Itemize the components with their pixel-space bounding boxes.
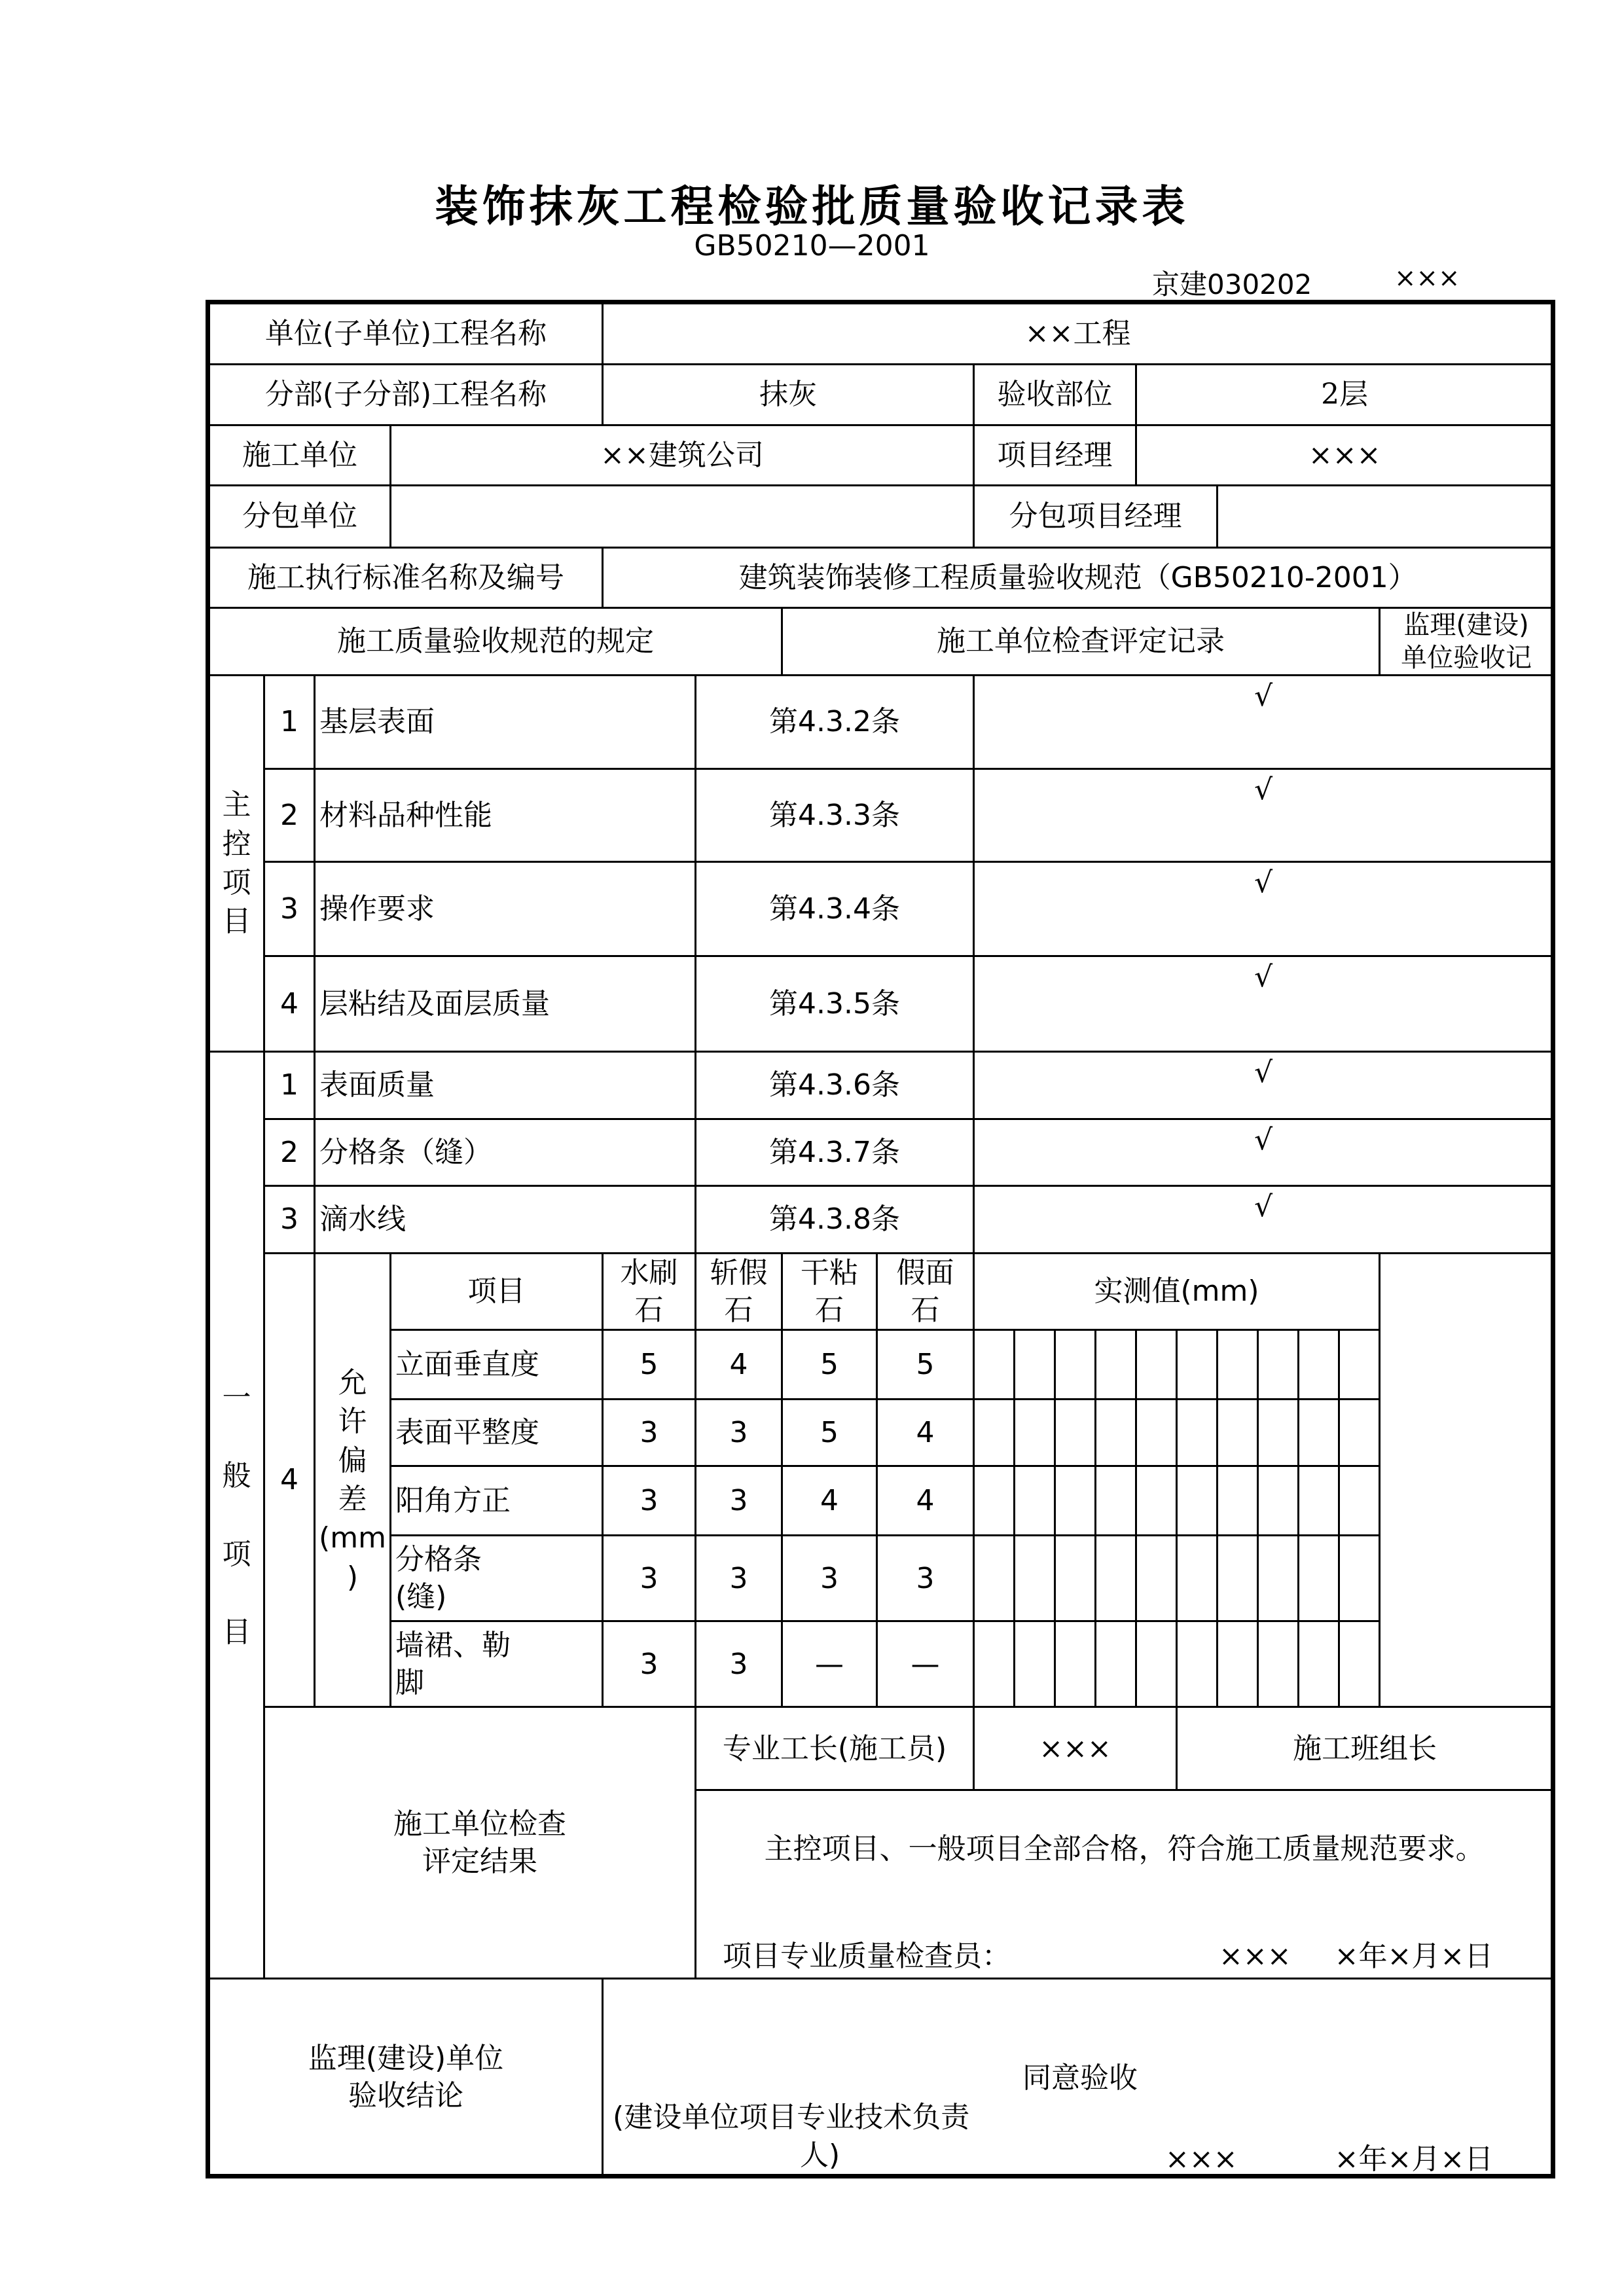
tol-value: 5 xyxy=(877,1330,974,1400)
pm-label: 项目经理 xyxy=(974,425,1136,486)
measured-cell xyxy=(1218,1621,1258,1707)
tol-item-header: 项目 xyxy=(391,1253,603,1329)
contractor-label: 施工单位 xyxy=(208,425,391,486)
check-mark: √ xyxy=(974,1185,1553,1253)
tol-row-name: 阳角方正 xyxy=(391,1466,603,1536)
foreman-label: 专业工长(施工员) xyxy=(696,1707,974,1790)
tol-row-name xyxy=(391,1536,603,1621)
inspector-value: ××× xyxy=(1219,1940,1291,1974)
supervisor-result-label-l2: 验收结论 xyxy=(348,2078,464,2112)
check-mark: √ xyxy=(974,676,1553,769)
measured-cell xyxy=(1096,1536,1136,1621)
supervisor-result-label-l1: 监理(建设)单位 xyxy=(308,2041,504,2075)
measured-cell xyxy=(1177,1330,1218,1400)
general-label xyxy=(208,1051,264,1978)
measured-cell xyxy=(1136,1466,1177,1536)
tol-col-header-l2: 石 xyxy=(911,1293,940,1328)
general-char: 项 xyxy=(222,1537,251,1571)
tol-col-header-l2: 石 xyxy=(634,1293,664,1328)
tol-value: 4 xyxy=(877,1400,974,1466)
supervisor-header xyxy=(1380,608,1553,676)
tol-col-header xyxy=(782,1253,877,1329)
item-name: 表面质量 xyxy=(315,1051,696,1119)
subcontractor-value xyxy=(391,486,974,548)
tol-row-name: 立面垂直度 xyxy=(391,1330,603,1400)
check-mark: √ xyxy=(974,862,1553,956)
measured-cell xyxy=(1258,1536,1299,1621)
measured-cell xyxy=(1136,1621,1177,1707)
measured-cell xyxy=(1258,1400,1299,1466)
measured-cell xyxy=(1015,1400,1055,1466)
item-no: 1 xyxy=(264,1051,315,1119)
measured-cell xyxy=(1299,1400,1339,1466)
signer-label-l2: 人) xyxy=(800,2139,840,2173)
contractor-value: ××建筑公司 xyxy=(391,425,974,486)
tol-value: 5 xyxy=(782,1400,877,1466)
measured-cell xyxy=(1339,1400,1380,1466)
sub-project-label: 分部(子分部)工程名称 xyxy=(208,365,603,425)
tol-value: — xyxy=(782,1621,877,1707)
measured-cell xyxy=(1136,1536,1177,1621)
contractor-conclusion: 主控项目、一般项目全部合格，符合施工质量规范要求。 xyxy=(764,1832,1485,1866)
item-no: 2 xyxy=(264,768,315,862)
form-code: 京建030202 xyxy=(1152,268,1312,300)
tol-value: 3 xyxy=(877,1536,974,1621)
main-control-label xyxy=(208,676,264,1052)
item-no: 4 xyxy=(264,956,315,1052)
supervisor-conclusion-cell xyxy=(603,1979,1553,2177)
measured-header: 实测值(mm) xyxy=(974,1253,1380,1329)
tolerance-char: 允 xyxy=(338,1365,367,1400)
sub-project-value: 抹灰 xyxy=(603,365,974,425)
tolerance-no: 4 xyxy=(264,1253,315,1707)
measured-cell xyxy=(1218,1536,1258,1621)
supervisor-result-label xyxy=(208,1979,603,2177)
measured-cell xyxy=(1055,1330,1096,1400)
tol-value: 3 xyxy=(603,1466,696,1536)
item-name: 操作要求 xyxy=(315,862,696,956)
form-code-right: ××× xyxy=(1394,263,1460,293)
measured-cell xyxy=(1299,1621,1339,1707)
general-char: 目 xyxy=(222,1615,251,1649)
measured-cell xyxy=(1055,1466,1096,1536)
signer-value: ××× xyxy=(1165,2142,1238,2177)
tol-col-header-l1: 斩假 xyxy=(710,1256,768,1290)
measured-cell xyxy=(1339,1536,1380,1621)
main-control-char: 主 xyxy=(222,788,251,822)
measured-cell xyxy=(1015,1466,1055,1536)
measured-cell xyxy=(1055,1400,1096,1466)
tol-row-name-l2: 脚 xyxy=(395,1666,424,1700)
contractor-record-header: 施工单位检查评定记录 xyxy=(782,608,1380,676)
acceptance-part-label: 验收部位 xyxy=(974,365,1136,425)
signer-label-l1: (建设单位项目专业技术负责 xyxy=(613,2101,970,2135)
measured-cell xyxy=(1258,1330,1299,1400)
form-title: 装饰抹灰工程检验批质量验收记录表 xyxy=(435,181,1189,232)
tol-col-header-l2: 石 xyxy=(815,1293,844,1328)
measured-cell xyxy=(1096,1466,1136,1536)
sub-pm-label: 分包项目经理 xyxy=(974,486,1218,548)
item-clause: 第4.3.5条 xyxy=(696,956,974,1052)
measured-cell xyxy=(1177,1466,1218,1536)
tol-row-name-l1: 分格条 xyxy=(395,1543,482,1577)
item-name: 分格条（缝） xyxy=(315,1119,696,1185)
measured-cell xyxy=(1015,1536,1055,1621)
measured-cell xyxy=(974,1621,1015,1707)
tol-row-name-l2: (缝) xyxy=(395,1580,447,1614)
item-clause: 第4.3.6条 xyxy=(696,1051,974,1119)
tol-col-header xyxy=(696,1253,782,1329)
standard-code: GB50210—2001 xyxy=(694,229,930,262)
measured-cell xyxy=(1136,1330,1177,1400)
subcontractor-label: 分包单位 xyxy=(208,486,391,548)
measured-cell xyxy=(1177,1536,1218,1621)
tol-col-header-l1: 水刷 xyxy=(620,1256,678,1290)
general-char: 般 xyxy=(222,1459,251,1493)
tol-value: 4 xyxy=(696,1330,782,1400)
supervisor-header-l2: 单位验收记 xyxy=(1401,643,1532,673)
measured-cell xyxy=(1055,1621,1096,1707)
measured-cell xyxy=(1015,1621,1055,1707)
tol-value: 4 xyxy=(782,1466,877,1536)
exec-standard-value: 建筑装饰装修工程质量验收规范（GB50210-2001） xyxy=(603,548,1553,608)
measured-cell xyxy=(1299,1536,1339,1621)
check-mark: √ xyxy=(974,1051,1553,1119)
measured-cell xyxy=(1339,1621,1380,1707)
measured-cell xyxy=(1177,1621,1218,1707)
measured-cell xyxy=(1299,1466,1339,1536)
tol-row-name: 表面平整度 xyxy=(391,1400,603,1466)
measured-cell xyxy=(1218,1330,1258,1400)
item-name: 层粘结及面层质量 xyxy=(315,956,696,1052)
tol-value: 3 xyxy=(696,1400,782,1466)
item-name: 材料品种性能 xyxy=(315,768,696,862)
measured-cell xyxy=(1218,1466,1258,1536)
item-no: 3 xyxy=(264,1185,315,1253)
exec-standard-label: 施工执行标准名称及编号 xyxy=(208,548,603,608)
contractor-result-label-l2: 评定结果 xyxy=(422,1845,538,1879)
measured-cell xyxy=(1136,1400,1177,1466)
measured-cell xyxy=(1258,1621,1299,1707)
tol-row-name xyxy=(391,1621,603,1707)
measured-cell xyxy=(1177,1400,1218,1466)
sub-pm-value xyxy=(1218,486,1553,548)
general-char: 一 xyxy=(222,1381,251,1415)
tol-value: 3 xyxy=(782,1536,877,1621)
inspector-date: ×年×月×日 xyxy=(1334,1940,1494,1974)
contractor-result-label xyxy=(264,1707,696,1979)
measured-cell xyxy=(1096,1621,1136,1707)
acceptance-part-value: 2层 xyxy=(1136,365,1553,425)
spec-header: 施工质量验收规范的规定 xyxy=(208,608,782,676)
team-leader-label: 施工班组长 xyxy=(1177,1707,1553,1790)
tol-value: 3 xyxy=(696,1536,782,1621)
tol-value: 4 xyxy=(877,1466,974,1536)
tolerance-char: (mm xyxy=(319,1521,386,1555)
tol-row-name-l1: 墙裙、勒 xyxy=(395,1629,511,1663)
tolerance-char: ) xyxy=(346,1560,359,1594)
item-name: 滴水线 xyxy=(315,1185,696,1253)
pm-value: ××× xyxy=(1136,425,1553,486)
item-clause: 第4.3.4条 xyxy=(696,862,974,956)
tolerance-char: 许 xyxy=(338,1405,367,1439)
tol-value: 3 xyxy=(603,1621,696,1707)
tol-value: 3 xyxy=(603,1400,696,1466)
unit-project-value: ××工程 xyxy=(603,302,1553,365)
main-control-char: 目 xyxy=(222,905,251,939)
tol-value: 3 xyxy=(696,1621,782,1707)
tol-value: — xyxy=(877,1621,974,1707)
inspector-label: 项目专业质量检查员： xyxy=(723,1940,1011,1974)
foreman-value: ××× xyxy=(974,1707,1177,1790)
item-no: 2 xyxy=(264,1119,315,1185)
measured-cell xyxy=(1258,1466,1299,1536)
tol-value: 3 xyxy=(696,1466,782,1536)
measured-cell xyxy=(1015,1330,1055,1400)
measured-cell xyxy=(974,1536,1015,1621)
supervisor-conclusion: 同意验收 xyxy=(1022,2061,1138,2095)
check-mark: √ xyxy=(974,768,1553,862)
measured-cell xyxy=(1339,1466,1380,1536)
unit-project-label: 单位(子单位)工程名称 xyxy=(208,302,603,365)
measured-cell xyxy=(1096,1400,1136,1466)
item-no: 1 xyxy=(264,676,315,769)
tolerance-char: 偏 xyxy=(338,1443,367,1477)
item-clause: 第4.3.7条 xyxy=(696,1119,974,1185)
measured-cell xyxy=(1299,1330,1339,1400)
tol-value: 5 xyxy=(782,1330,877,1400)
measured-cell xyxy=(974,1400,1015,1466)
measured-cell xyxy=(974,1330,1015,1400)
check-mark: √ xyxy=(974,1119,1553,1185)
supervisor-header-l1: 监理(建设) xyxy=(1403,610,1529,640)
tol-value: 3 xyxy=(603,1536,696,1621)
supervisor-date: ×年×月×日 xyxy=(1334,2142,1494,2177)
main-control-char: 项 xyxy=(222,865,251,899)
tol-col-header xyxy=(877,1253,974,1329)
measured-cell xyxy=(1218,1400,1258,1466)
tol-col-header xyxy=(603,1253,696,1329)
tol-col-header-l1: 干粘 xyxy=(801,1256,859,1290)
measured-cell xyxy=(974,1466,1015,1536)
contractor-conclusion-cell xyxy=(696,1790,1553,1979)
item-clause: 第4.3.2条 xyxy=(696,676,974,769)
tol-col-header-l1: 假面 xyxy=(896,1256,954,1290)
tol-col-header-l2: 石 xyxy=(724,1293,753,1328)
tol-value: 5 xyxy=(603,1330,696,1400)
measured-cell xyxy=(1096,1330,1136,1400)
contractor-result-label-l1: 施工单位检查 xyxy=(393,1807,567,1841)
check-mark: √ xyxy=(974,956,1553,1052)
item-clause: 第4.3.3条 xyxy=(696,768,974,862)
item-clause: 第4.3.8条 xyxy=(696,1185,974,1253)
item-no: 3 xyxy=(264,862,315,956)
measured-cell xyxy=(1055,1536,1096,1621)
tolerance-char: 差 xyxy=(338,1483,367,1517)
tolerance-label xyxy=(315,1253,391,1707)
measured-cell xyxy=(1339,1330,1380,1400)
main-control-char: 控 xyxy=(222,827,251,861)
item-name: 基层表面 xyxy=(315,676,696,769)
inspection-table xyxy=(206,300,1555,2178)
